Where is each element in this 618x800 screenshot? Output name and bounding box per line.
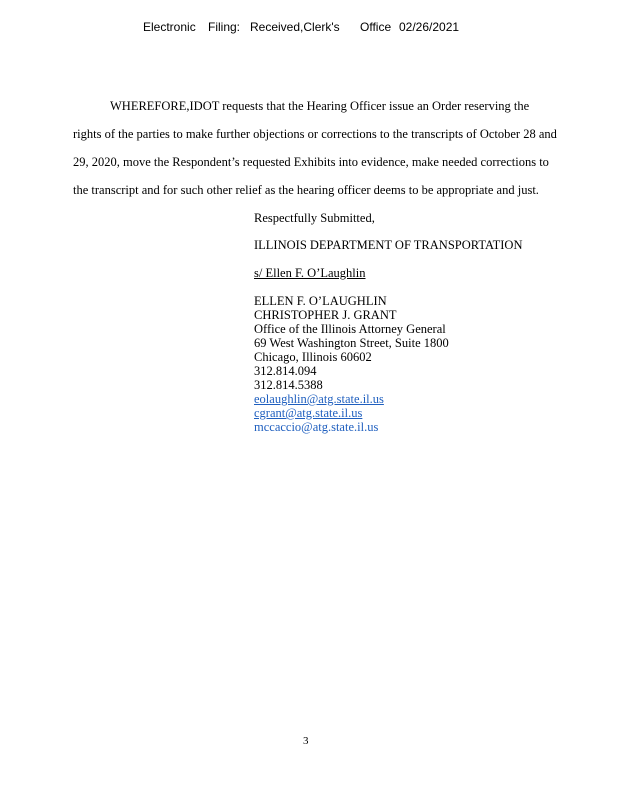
page-number: 3 — [303, 735, 309, 747]
closing: Respectfully Submitted, — [254, 211, 375, 225]
body-line-1: WHEREFORE,IDOT requests that the Hearing Officer issue an Order reserving the — [110, 99, 530, 113]
body-line-4: the transcript and for such other relief as the hearing officer deems to be appropriate and just. — [73, 183, 539, 197]
body-line-3: 29, 2020, move the Respondent’s requested Exhibits into evidence, make needed corrections to — [73, 155, 549, 169]
email-link-1[interactable]: eolaughlin@atg.state.il.us — [254, 392, 384, 406]
contact-block — [254, 294, 449, 434]
body-line-2: rights of the parties to make further objections or corrections to the transcripts of October 28 and — [73, 127, 557, 141]
header-date: 02/26/2021 — [399, 20, 460, 34]
phone-2: 312.814.5388 — [254, 378, 323, 392]
email-link-3[interactable]: mccaccio@atg.state.il.us — [254, 420, 379, 434]
street-address: 69 West Washington Street, Suite 1800 — [254, 336, 449, 350]
organization: ILLINOIS DEPARTMENT OF TRANSPORTATION — [254, 238, 523, 252]
office-name: Office of the Illinois Attorney General — [254, 322, 446, 336]
header-electronic: Electronic — [143, 20, 196, 34]
header-received: Received,Clerk's — [250, 20, 340, 34]
phone-1: 312.814.094 — [254, 364, 317, 378]
electronic-signature: s/ Ellen F. O’Laughlin — [254, 266, 366, 280]
city-address: Chicago, Illinois 60602 — [254, 350, 372, 364]
attorney-name-2: CHRISTOPHER J. GRANT — [254, 308, 397, 322]
header-filing: Filing: — [208, 20, 241, 34]
email-link-2[interactable]: cgrant@atg.state.il.us — [254, 406, 363, 420]
header-office: Office — [360, 20, 392, 34]
attorney-name-1: ELLEN F. O’LAUGHLIN — [254, 294, 387, 308]
